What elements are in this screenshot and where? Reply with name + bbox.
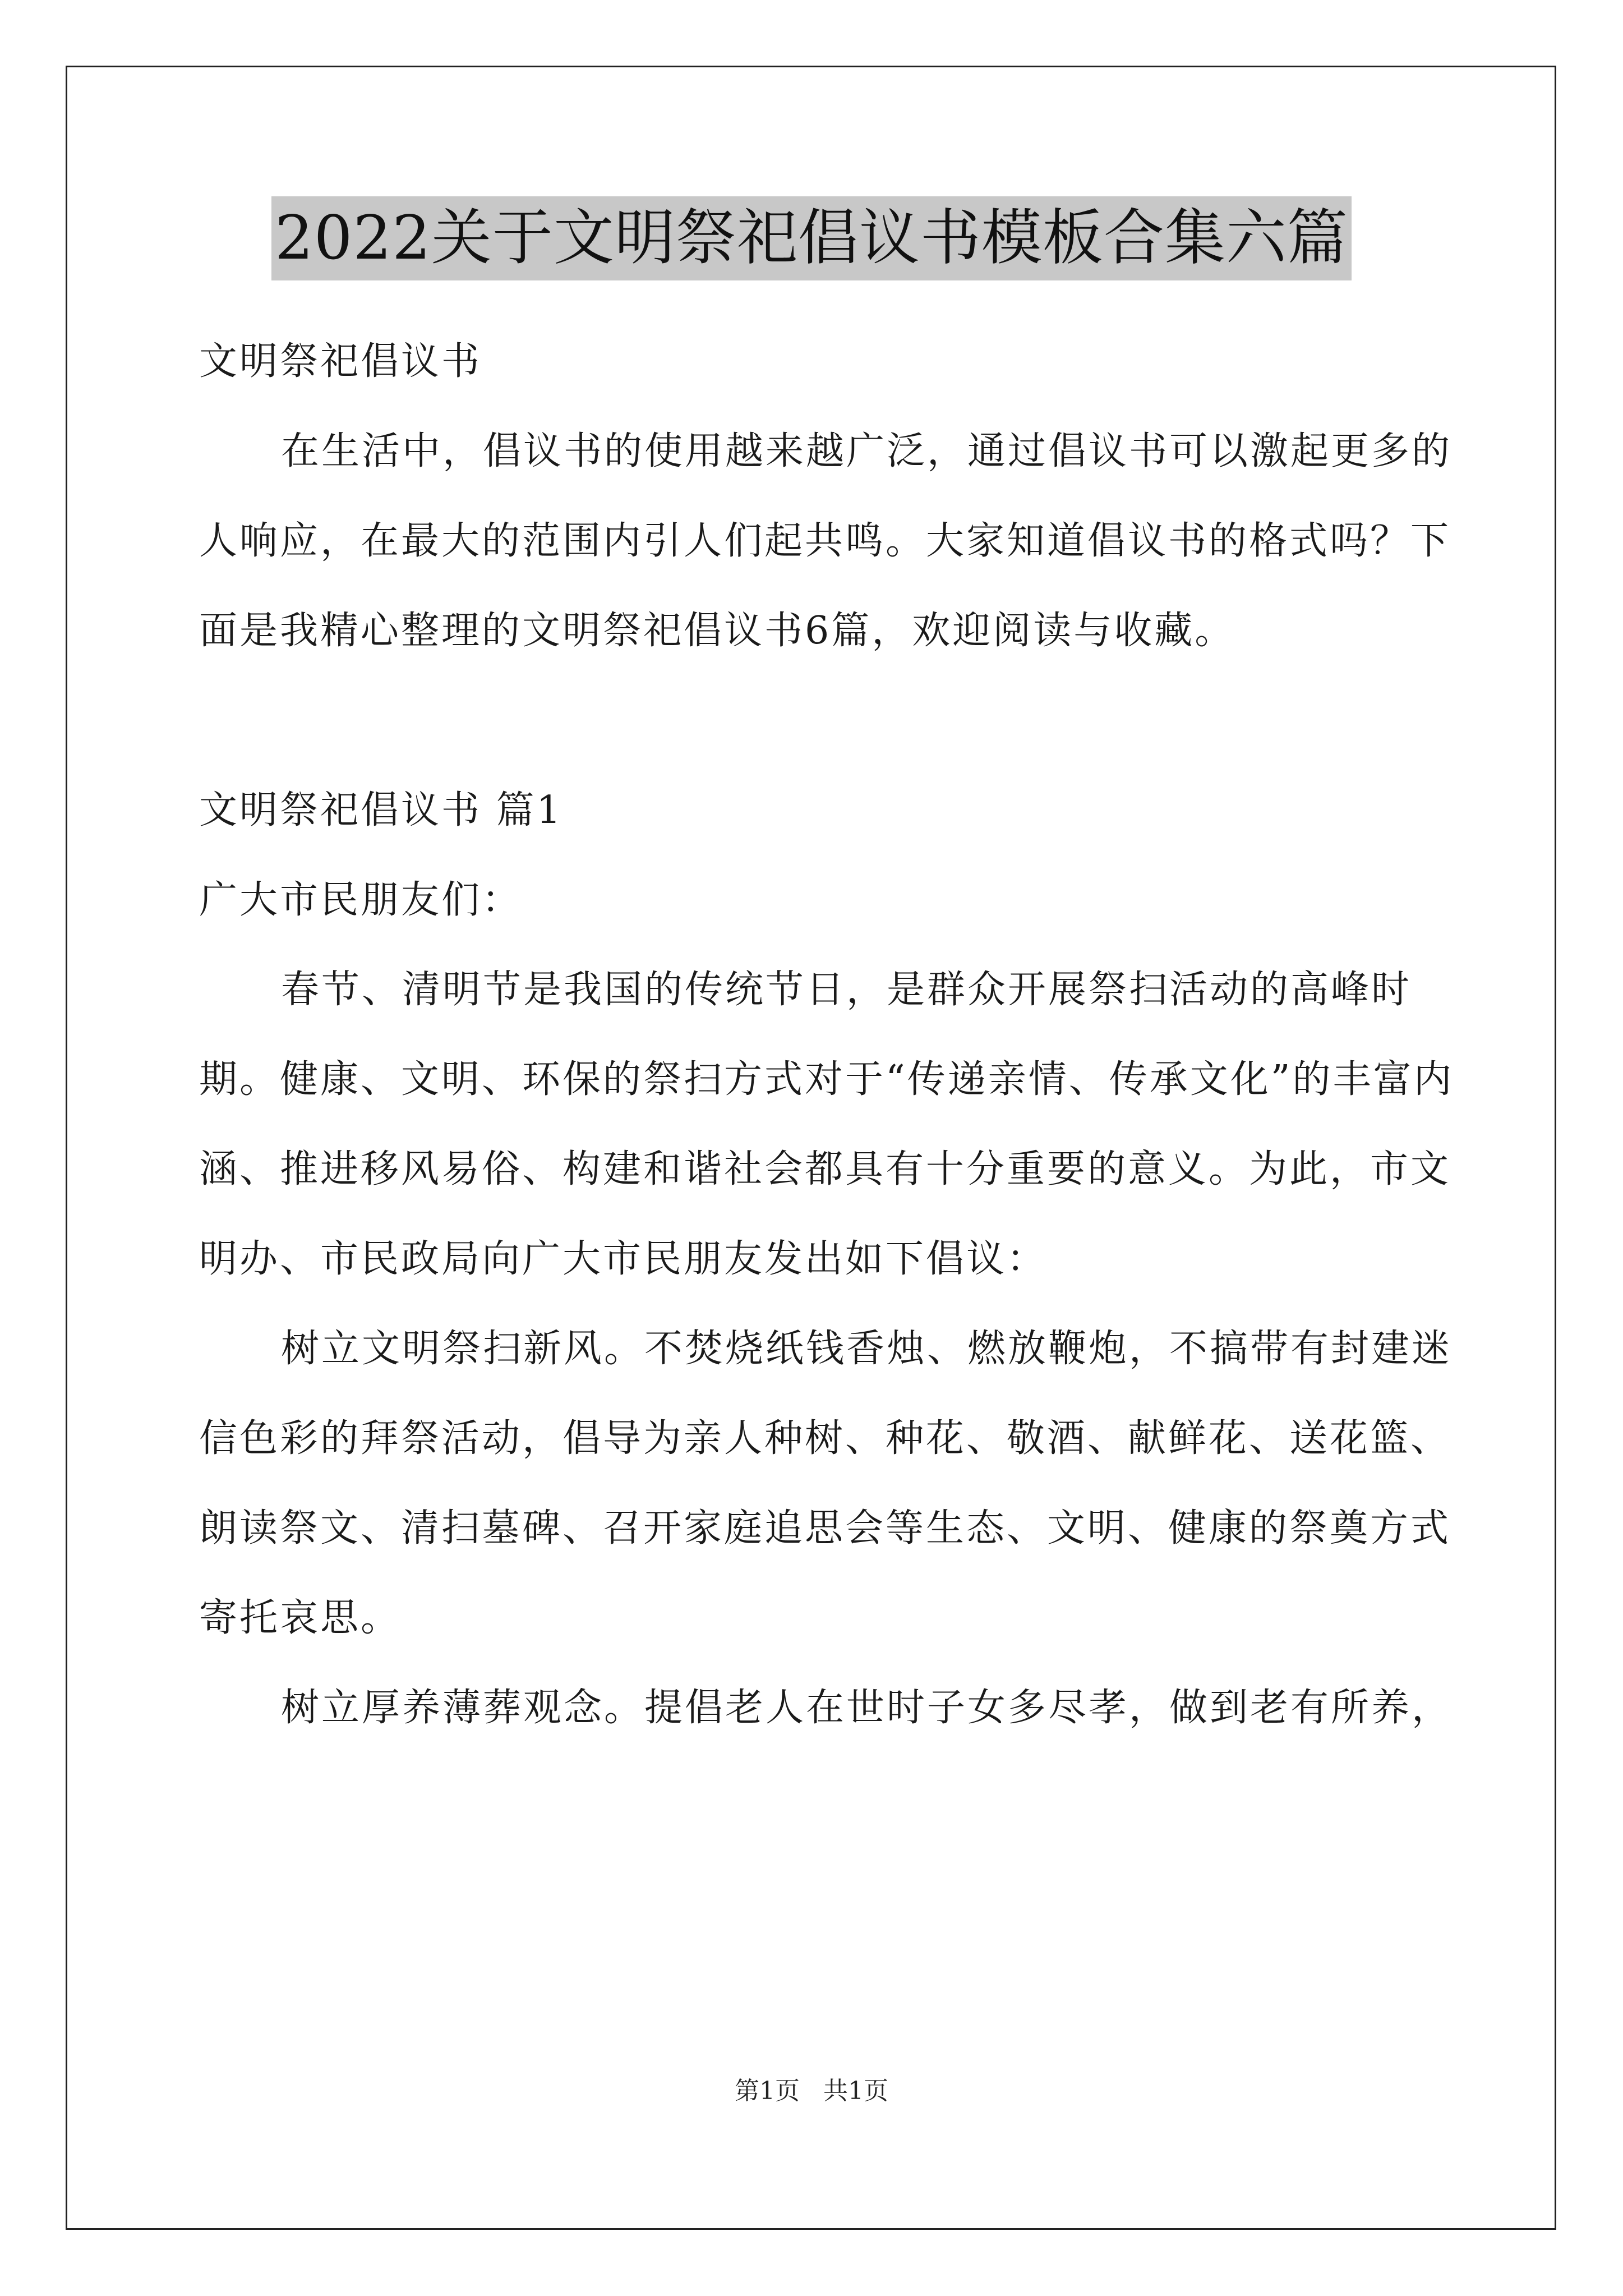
body-paragraph: 春节、清明节是我国的传统节日，是群众开展祭扫活动的高峰时期。健康、文明、环保的祭扫方式对于“传递亲情、传承文化”的丰富内涵、推进移风易俗、构建和谐社会都具有十分重要的意义。为此，市文明办、市民政局向广大市民朋友发出如下倡议： [199,968,1454,1281]
intro-paragraph: 在生活中，倡议书的使用越来越广泛，通过倡议书可以激起更多的人响应，在最大的范围内引人们起共鸣。大家知道倡议书的格式吗？下面是我精心整理的文明祭祀倡议书6篇，欢迎阅读与收藏。 [199,429,1453,653]
document-body [199,317,1461,1753]
salutation: 广大市民朋友们： [199,878,523,922]
spacer [199,676,1461,766]
document-title: 2022关于文明祭祀倡议书模板合集六篇 [271,196,1352,280]
title-container [0,196,1623,280]
body-paragraph: 树立厚养薄葬观念。提倡老人在世时子女多尽孝，做到老有所养， [281,1686,1453,1730]
section-heading-part-1: 文明祭祀倡议书 篇1 [199,788,563,832]
body-paragraph: 树立文明祭扫新风。不焚烧纸钱香烛、燃放鞭炮，不搞带有封建迷信色彩的拜祭活动，倡导为亲人种树、种花、敬酒、献鲜花、送花篮、朗读祭文、清扫墓碑、召开家庭追思会等生态、文明、健康的祭奠方式寄托哀思。 [199,1327,1453,1640]
page-footer: 第1页 共1页 [735,2077,888,2105]
section-heading: 文明祭祀倡议书 [199,339,482,384]
